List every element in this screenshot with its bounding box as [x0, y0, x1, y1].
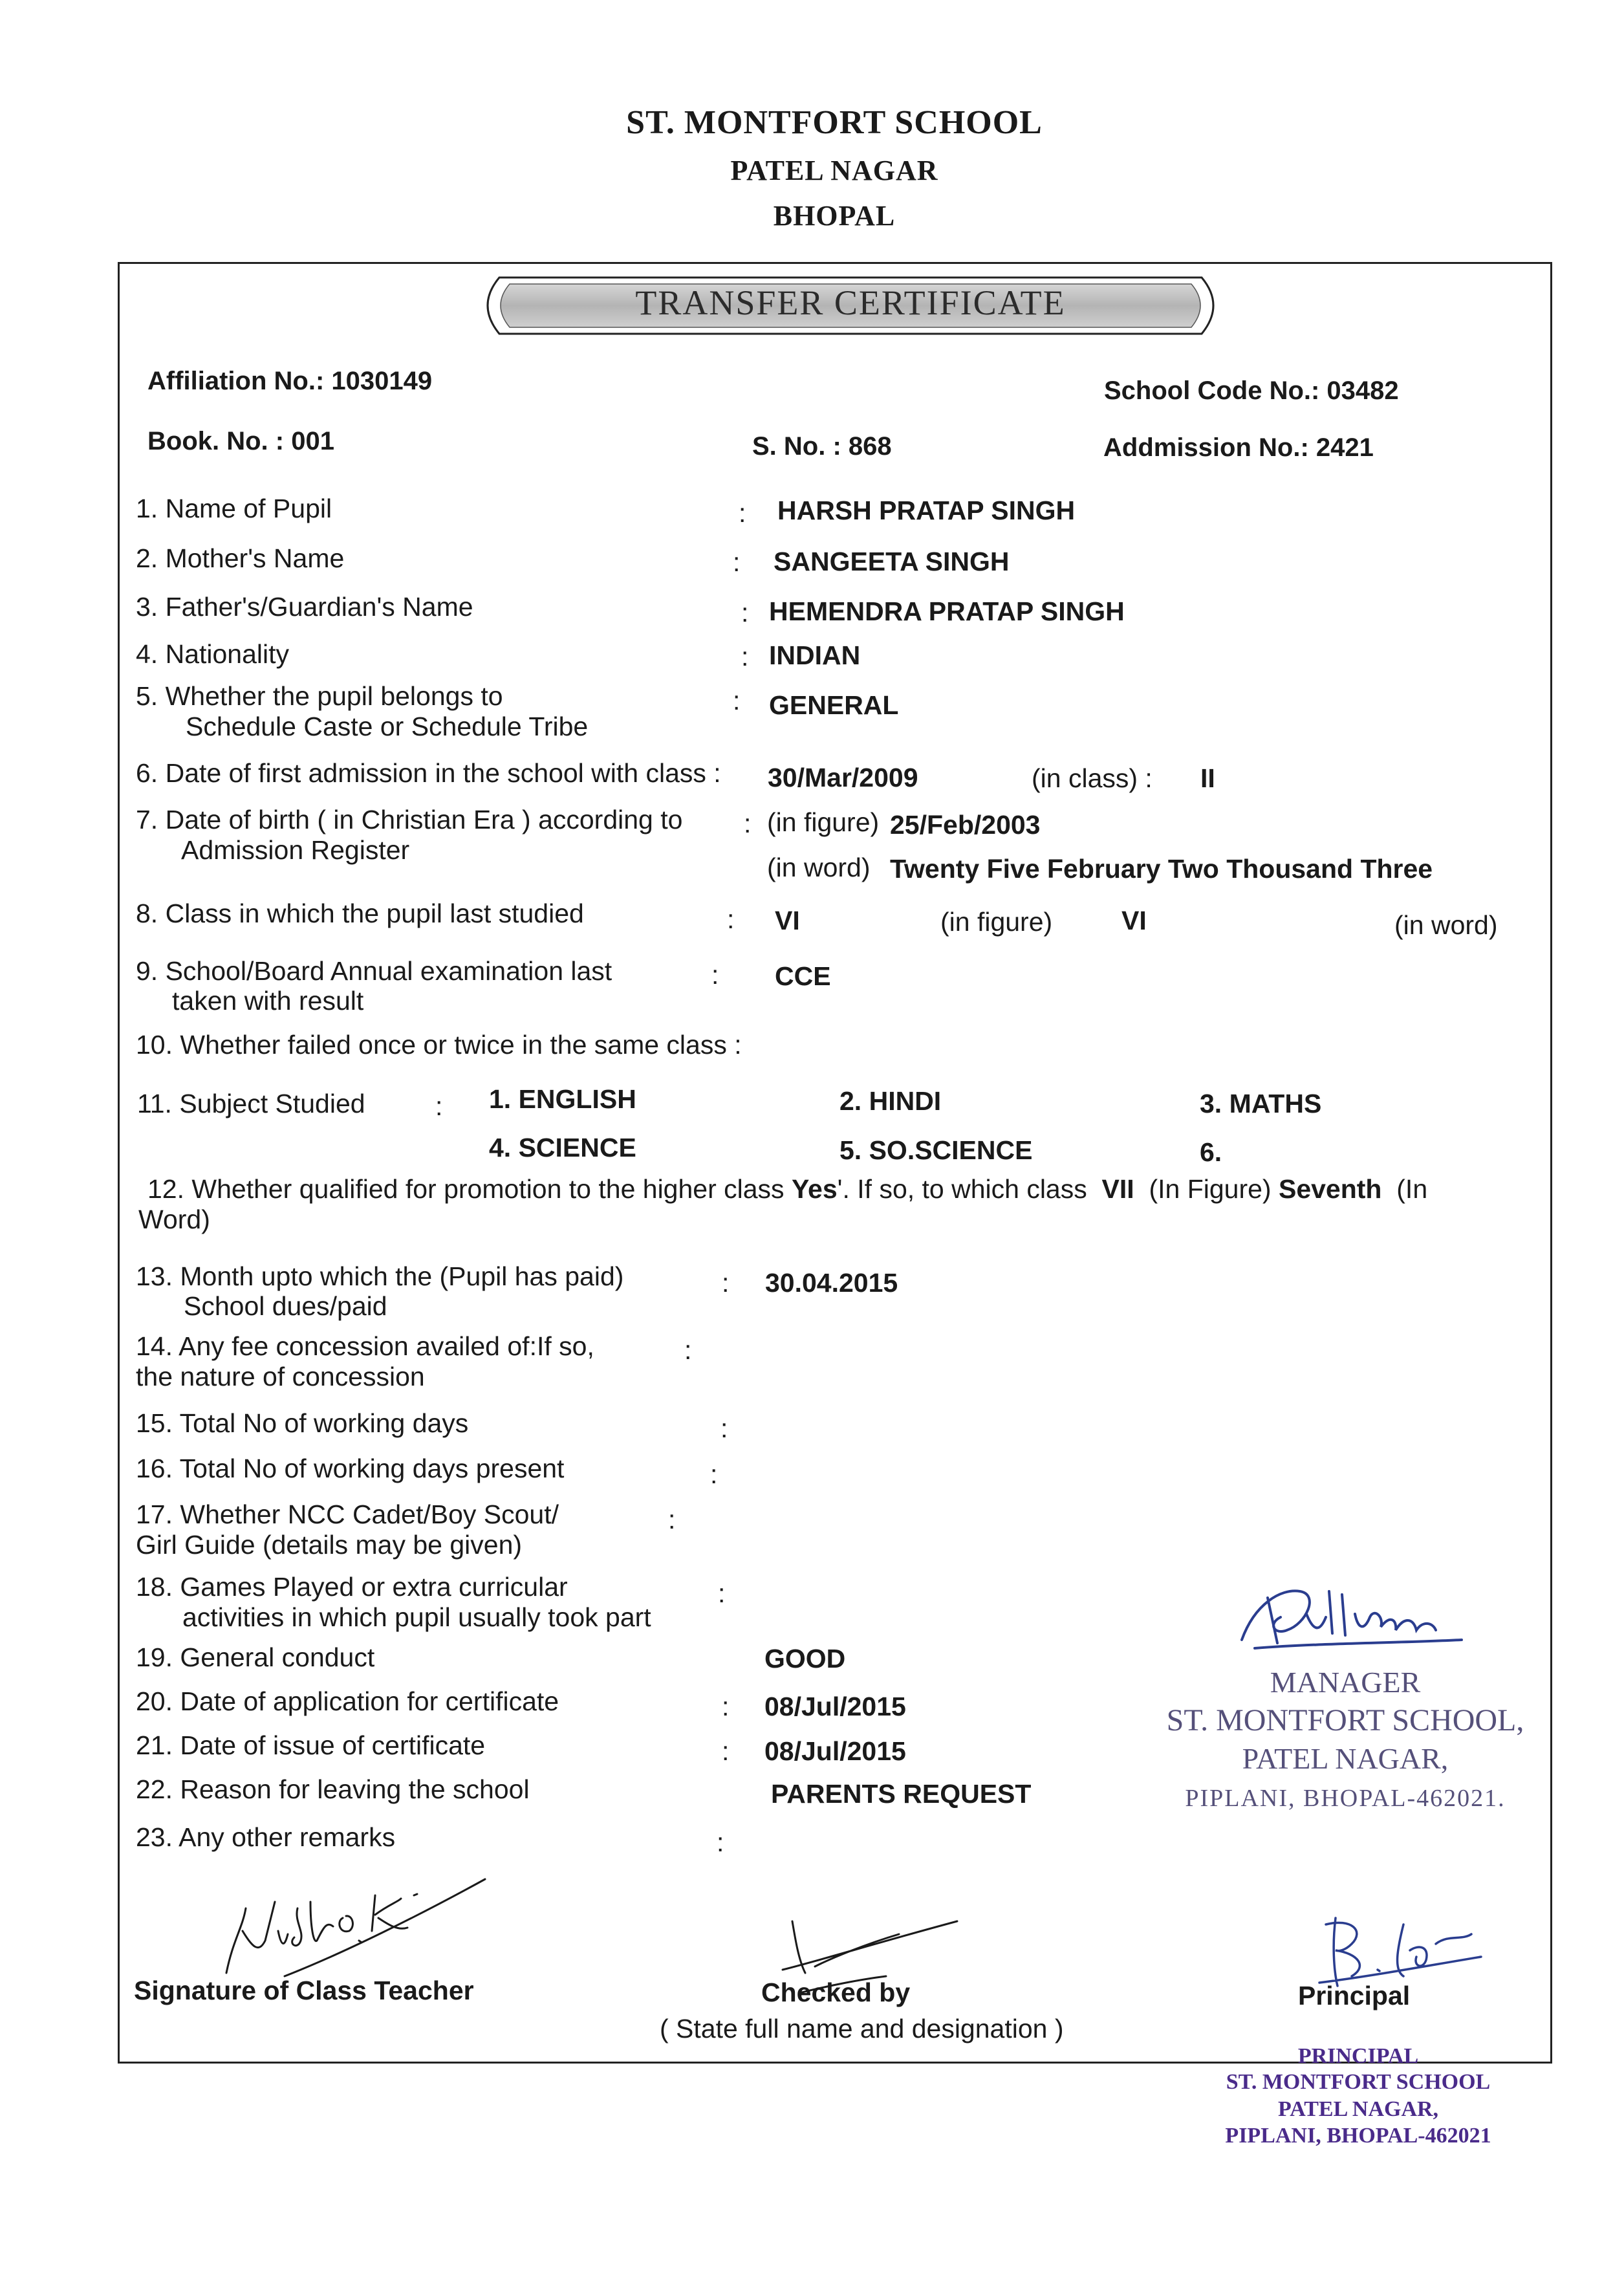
colon: : — [741, 642, 749, 671]
label-dues-a: 13. Month upto which the (Pupil has paid) — [136, 1261, 624, 1291]
label-name-of-pupil: 1. Name of Pupil — [136, 494, 332, 523]
school-area: PATEL NAGAR — [730, 155, 938, 186]
label-caste-a: 5. Whether the pupil belongs to — [136, 681, 503, 711]
manager-signature — [1229, 1578, 1475, 1662]
checked-by-label: Checked by — [761, 1977, 911, 2007]
promotion-text-e: Word) — [138, 1204, 210, 1234]
promotion-text-d: (In — [1396, 1174, 1428, 1204]
value-caste: GENERAL — [769, 690, 899, 720]
label-last-class: 8. Class in which the pupil last studied — [136, 899, 584, 928]
colon: : — [722, 1268, 730, 1298]
colon: : — [711, 960, 719, 990]
label-dob-figure: (in figure) — [767, 807, 880, 837]
label-mothers-name: 2. Mother's Name — [136, 543, 345, 573]
colon: : — [720, 1413, 728, 1443]
colon: : — [722, 1692, 730, 1721]
value-name-of-pupil: HARSH PRATAP SINGH — [777, 496, 1076, 525]
label-working-days: 15. Total No of working days — [136, 1408, 469, 1438]
admission-no: Addmission No.: 2421 — [1103, 433, 1374, 462]
principal-stamp-line1: PRINCIPAL — [1297, 2044, 1419, 2068]
value-dues: 30.04.2015 — [765, 1268, 898, 1298]
value-first-admission: 30/Mar/2009 — [768, 763, 918, 792]
label-promotion — [147, 1174, 1427, 1204]
book-no: Book. No. : 001 — [147, 427, 334, 455]
colon: : — [733, 686, 741, 715]
principal-stamp-line2: ST. MONTFORT SCHOOL — [1226, 2070, 1491, 2094]
school-code: School Code No.: 03482 — [1104, 376, 1399, 405]
value-conduct: GOOD — [764, 1644, 846, 1673]
subject-item: 3. MATHS — [1200, 1089, 1322, 1118]
manager-stamp-line1: MANAGER — [1270, 1666, 1421, 1699]
promotion-text-a: 12. Whether qualified for promotion to the higher class — [147, 1174, 785, 1204]
label-ncc-a: 17. Whether NCC Cadet/Boy Scout/ — [136, 1499, 559, 1529]
promotion-class-word: Seventh — [1278, 1174, 1382, 1204]
colon: : — [435, 1091, 443, 1121]
subject-item: 1. ENGLISH — [489, 1084, 636, 1114]
value-dob-word: Twenty Five February Two Thousand Three — [890, 854, 1433, 884]
banner-title: TRANSFER CERTIFICATE — [635, 283, 1066, 322]
label-failed: 10. Whether failed once or twice in the same class : — [136, 1030, 742, 1060]
value-nationality: INDIAN — [769, 640, 861, 670]
value-fathers-name: HEMENDRA PRATAP SINGH — [769, 596, 1125, 626]
colon: : — [710, 1459, 718, 1489]
colon: : — [668, 1505, 676, 1534]
label-dob-b: Admission Register — [181, 835, 410, 865]
label-days-present: 16. Total No of working days present — [136, 1454, 565, 1483]
colon: : — [717, 1827, 724, 1857]
subject-item: 4. SCIENCE — [489, 1133, 636, 1162]
label-exam-b: taken with result — [172, 986, 364, 1016]
colon: : — [733, 547, 741, 577]
colon: : — [718, 1578, 726, 1608]
class-teacher-label: Signature of Class Teacher — [134, 1976, 474, 2005]
promotion-text-b: '. If so, to which class — [837, 1174, 1087, 1204]
principal-stamp-line4: PIPLANI, BHOPAL-462021 — [1225, 2124, 1491, 2148]
value-reason: PARENTS REQUEST — [771, 1779, 1032, 1809]
class-teacher-signature — [213, 1869, 498, 1979]
label-in-figure: (in figure) — [940, 907, 1053, 937]
principal-label: Principal — [1298, 1981, 1411, 2010]
label-application-date: 20. Date of application for certificate — [136, 1686, 559, 1716]
label-in-word: (in word) — [1394, 910, 1498, 940]
colon: : — [744, 809, 752, 838]
value-last-class-word: VI — [1121, 906, 1147, 935]
label-ncc-b: Girl Guide (details may be given) — [136, 1530, 523, 1560]
value-last-class-figure: VI — [775, 906, 800, 935]
value-application-date: 08/Jul/2015 — [764, 1692, 906, 1721]
value-issue-date: 08/Jul/2015 — [764, 1736, 906, 1766]
colon: : — [722, 1736, 730, 1766]
label-reason: 22. Reason for leaving the school — [136, 1774, 530, 1804]
label-concession-a: 14. Any fee concession availed of:If so, — [136, 1331, 594, 1361]
label-in-class: (in class) : — [1032, 763, 1153, 793]
label-nationality: 4. Nationality — [136, 639, 290, 669]
affiliation-no: Affiliation No.: 1030149 — [147, 367, 433, 395]
label-dues-b: School dues/paid — [184, 1291, 387, 1321]
colon: : — [739, 498, 746, 528]
manager-stamp-line2: ST. MONTFORT SCHOOL, — [1166, 1703, 1524, 1738]
label-games-a: 18. Games Played or extra curricular — [136, 1572, 568, 1602]
label-caste-b: Schedule Caste or Schedule Tribe — [186, 712, 589, 741]
school-name: ST. MONTFORT SCHOOL — [626, 104, 1043, 141]
colon: : — [741, 598, 749, 627]
label-issue-date: 21. Date of issue of certificate — [136, 1730, 486, 1760]
label-concession-b: the nature of concession — [136, 1362, 425, 1391]
promotion-text-c: (In Figure) — [1149, 1174, 1272, 1204]
subject-item: 2. HINDI — [839, 1086, 942, 1116]
principal-stamp-line3: PATEL NAGAR, — [1277, 2097, 1439, 2121]
serial-no: S. No. : 868 — [752, 432, 892, 461]
label-remarks: 23. Any other remarks — [136, 1822, 396, 1852]
label-first-admission: 6. Date of first admission in the school with class : — [136, 758, 721, 788]
checked-by-note: ( State full name and designation ) — [660, 2014, 1064, 2043]
value-mothers-name: SANGEETA SINGH — [774, 547, 1010, 576]
label-fathers-name: 3. Father's/Guardian's Name — [136, 592, 473, 622]
label-dob-word: (in word) — [767, 853, 871, 882]
manager-stamp-line3: PATEL NAGAR, — [1242, 1742, 1449, 1775]
promotion-class-figure: VII — [1101, 1174, 1134, 1204]
value-exam: CCE — [775, 961, 831, 991]
colon: : — [684, 1335, 692, 1365]
school-city: BHOPAL — [773, 200, 896, 232]
subject-item: 6. — [1200, 1137, 1222, 1167]
label-games-b: activities in which pupil usually took part — [182, 1602, 651, 1632]
subject-item: 5. SO.SCIENCE — [839, 1135, 1033, 1165]
value-dob-figure: 25/Feb/2003 — [890, 810, 1041, 840]
label-conduct: 19. General conduct — [136, 1642, 375, 1672]
manager-stamp-line4: PIPLANI, BHOPAL-462021. — [1185, 1785, 1506, 1812]
label-subjects: 11. Subject Studied — [137, 1089, 365, 1118]
value-in-class: II — [1200, 763, 1215, 793]
label-dob-a: 7. Date of birth ( in Christian Era ) according to — [136, 805, 683, 834]
label-exam-a: 9. School/Board Annual examination last — [136, 956, 612, 986]
promotion-yes: Yes — [791, 1174, 838, 1204]
colon: : — [727, 904, 735, 934]
